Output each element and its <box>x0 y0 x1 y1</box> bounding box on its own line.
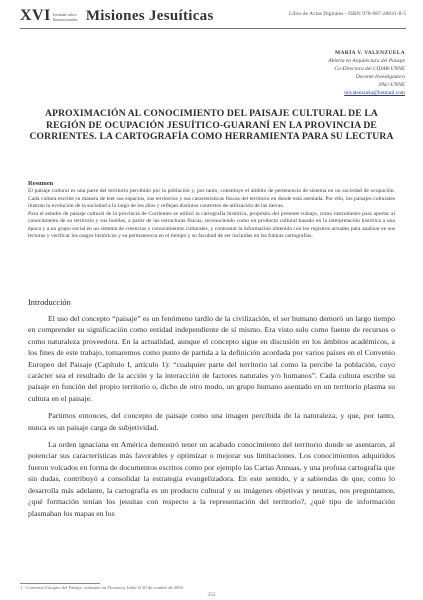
abstract-paragraph: El paisaje cultural es una parte del territorio percibido por la población y, por tanto, constituye el ámbito de pertenencia de sistema en un sociedad de ocupación. Cada cultura escribe su manera de leer sus espacios, sus territorios y sus características físicas del territorio en donde está asentada. Por ello, los paisajes culturales ilustran la evolución de la sociedad a lo largo de los años y reflejan distintos contextos de utilización de las tierras. <box>28 188 395 209</box>
author-name: MARÍA V. VALENZUELA <box>335 50 405 56</box>
author-affiliation-2: Co-Directora del CIDAR-UNNE <box>334 66 405 72</box>
logo-numeral: XVI <box>20 7 51 24</box>
author-affiliation-1: Abierta en Arquitectura del Paisaje <box>328 58 405 64</box>
author-affiliation-3: Docente Investigadora <box>355 74 405 80</box>
isbn-text: Libro de Actas Digitales - ISBN 978-987-28041-8-5 <box>288 11 406 17</box>
page-header <box>20 4 406 28</box>
page-number: 352 <box>207 592 216 598</box>
footnote-divider <box>20 583 100 584</box>
paper-title: APROXIMACIÓN AL CONOCIMIENTO DEL PAISAJE CULTURAL DE LA REGIÓN DE OCUPACIÓN JESUÍTICO-GUARANÍ EN LA PROVINCIA DE CORRIENTES. LA CARTOGRAFÍA COMO HERRAMIENTA PARA SU LECTURA <box>29 108 394 142</box>
logo-title: Misiones Jesuíticas <box>85 8 214 24</box>
section-heading-introduction: Introducción <box>28 298 71 307</box>
abstract-heading: Resumen <box>28 180 54 187</box>
body-paragraph: Partimos entonces, del concepto de paisaje como una imagen percibida de la naturaleza, y que, por tanto, nunca es un paisaje carga de subjetividad. <box>28 411 395 432</box>
header-divider <box>20 28 406 29</box>
introduction-body <box>28 313 395 525</box>
logo-subtitle: Jornadas sobre Internacionales <box>52 12 78 22</box>
author-email-link[interactable]: mivalenzuela@hotmail.com <box>344 90 405 96</box>
author-affiliation-4: FAU-UNNE <box>379 82 405 88</box>
author-block <box>285 49 405 97</box>
body-paragraph: La orden ignaciana en América demostró tener un acabado conocimiento del territorio donde se asentaron, al potenciar sus características más favorables y optimizar o mejorar sus limitaciones. Los conocimientos adquiridos fueron volcados en forma de documentos escritos como por ejemplo las Cartas Annuas, y una profusa cartografía que sin dudas, contribuyó a consolidar la estrategia evangelizadora. En este sentido, y a sabiendas de que, como lo desarrolla más adelante, la cartografía es un producto cultural y su imágenes objetivas y neutras, nos preguntamos, ¿qué formación tenían los jesuitas con respecto a la representación del territorio?, ¿qué tipo de información plasmaban los mapas en los <box>28 440 395 518</box>
conference-logo <box>20 4 214 24</box>
abstract-paragraph: Para el estudio de paisaje cultural de la provincia de Corrientes se utilizó la cartografía histórica, propósito del presente trabajo, como instrumento para aportar al conocimiento de su territorio y sus huellas, a partir de las estructuras físicas, reconociendo como un producto cultural basado en la interpretación histórica a una época y a un grupo social en un sistema de creencias y conocimientos culturales, y contrastar la información obtenida con los registros actuales para analizar en sus lecturas y verificar los rasgos históricos y su permanencia en el tiempo y su facultad de ser incluidas en las futuras cartografías. <box>28 210 395 239</box>
footnote: 1 - Convenio Europeo del Paisaje, realizado en Florencia, Italia el 20 de octubre de 2000. <box>20 585 185 590</box>
body-paragraph: El uso del concepto “paisaje” es un fenómeno tardío de la civilización, el ser humano demoró un largo tiempo en comprender su significación como entidad independiente de sí mismo. Era visto solo como fuente de recursos o como naturaleza proveedora. En la actualidad, aunque el concepto sigue en discusión en los ámbitos académicos, a los fines de este trabajo, tomaremos como punto de partida a la definición acordada por varios países en el Convenio Europeo del Paisaje (Capítulo I, artículo 1): “cualquier parte del territorio tal como la percibe la población, cuyo carácter sea el resultado de la acción y la interacción de factores naturales y/o humanos”. Cada cultura escribe su paisaje en función del propio territorio o, dicho de otro modo, un grupo humano asentado en un territorio plasma su cultura en el paisaje. <box>28 314 395 403</box>
abstract-body <box>28 188 395 241</box>
